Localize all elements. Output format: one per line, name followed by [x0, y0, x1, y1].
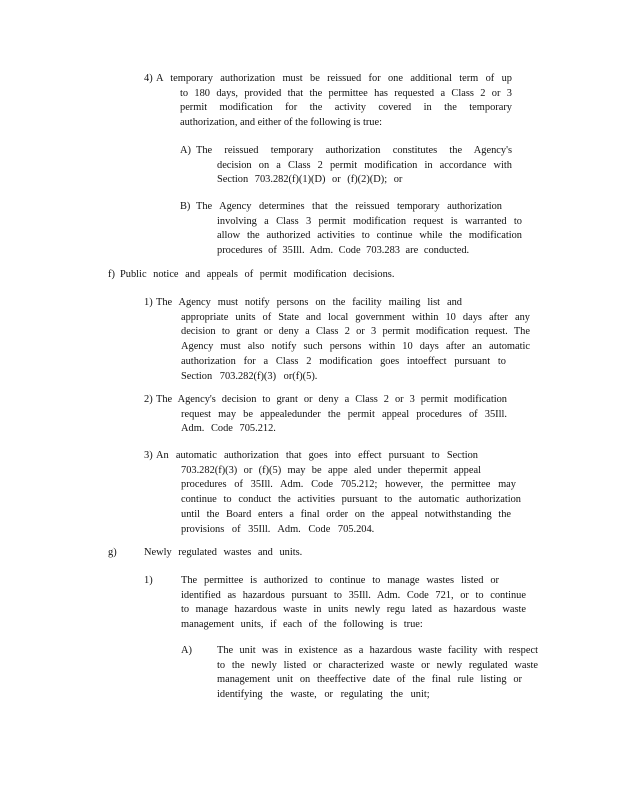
item-f3-label: 3) [144, 450, 153, 461]
text-line: permit modification for the activity covered in the temporary [180, 102, 512, 114]
text-line: provisions of 35Ill. Adm. Code 705.204. [181, 523, 375, 535]
text-line: Adm. Code 705.212. [181, 423, 276, 435]
text-line: The Agency must notify persons on the facility mailing list and [156, 297, 462, 308]
item-f2-first-line [156, 393, 507, 408]
text-line: Section 703.282(f)(3) or(f)(5). [181, 370, 318, 382]
text-line: The permittee is authorized to continue to manage wastes listed or [181, 575, 499, 586]
text-line: The unit was in existence as a hazardous waste facility with respect [217, 645, 538, 656]
text-line: authorization for a Class 2 modification goes intoeffect pursuant to [181, 355, 506, 367]
text-line: The Agency's decision to grant or deny a Class 2 or 3 permit modification [156, 394, 507, 405]
text-line: procedures of 35Ill. Adm. Code 705.212; however, the permittee may [181, 479, 516, 491]
text-line: appropriate units of State and local government within 10 days after any [181, 311, 530, 323]
section-f-heading: Public notice and appeals of permit modification decisions. [120, 269, 395, 280]
text-line: procedures of 35Ill. Adm. Code 703.283 are conducted. [217, 245, 470, 257]
item-4a-first-line [196, 144, 512, 159]
text-line: management unit on theeffective date of the final rule listing or [217, 674, 522, 686]
text-line: identifying the waste, or regulating the unit; [217, 689, 430, 701]
item-g1a-label: A) [181, 645, 192, 656]
item-f1-text [181, 311, 530, 385]
text-line: to manage hazardous waste in units newly regu lated as hazardous waste [181, 604, 526, 616]
item-g1a-text [217, 644, 538, 703]
item-4-label: 4) [144, 73, 153, 84]
section-g-heading: Newly regulated wastes and units. [144, 547, 303, 558]
section-g-label: g) [108, 547, 117, 558]
text-line: A temporary authorization must be reissued for one additional term of up [156, 73, 512, 84]
item-g1-label: 1) [144, 575, 153, 586]
item-4b-first-line [196, 200, 502, 215]
text-line: involving a Class 3 permit modification request is warranted to [217, 215, 522, 227]
item-f1-first-line [156, 296, 462, 311]
text-line: The reissued temporary authorization constitutes the Agency's [196, 145, 512, 156]
section-f-label: f) [108, 269, 115, 280]
item-g1-text [181, 574, 526, 633]
item-4-first-line [156, 72, 512, 87]
text-line: 703.282(f)(3) or (f)(5) may be appe aled under thepermit appeal [181, 464, 481, 476]
text-line: to 180 days, provided that the permittee has requested a Class 2 or 3 [180, 87, 512, 99]
text-line: continue to conduct the activities pursuant to the automatic authorization [181, 494, 521, 506]
text-line: decision to grant or deny a Class 2 or 3 permit modification request. The [181, 326, 530, 338]
text-line: Section 703.282(f)(1)(D) or (f)(2)(D); or [217, 174, 403, 186]
item-4a-text [217, 159, 512, 188]
item-f2-label: 2) [144, 394, 153, 405]
item-f2-text [181, 408, 507, 437]
item-4-text [180, 87, 512, 131]
text-line: The Agency determines that the reissued temporary authorization [196, 201, 502, 212]
item-f3-first-line [156, 449, 478, 464]
item-4a-label: A) [180, 145, 191, 156]
text-line: authorization, and either of the following is true: [180, 117, 382, 129]
text-line: An automatic authorization that goes into effect pursuant to Section [156, 450, 478, 461]
text-line: allow the authorized activities to continue while the modification [217, 230, 522, 242]
item-4b-text [217, 215, 522, 259]
text-line: until the Board enters a final order on the appeal notwithstanding the [181, 508, 511, 520]
text-line: management units, if each of the following is true: [181, 619, 423, 631]
text-line: identified as hazardous pursuant to 35Ill. Adm. Code 721, or to continue [181, 589, 526, 601]
item-4b-label: B) [180, 201, 191, 212]
text-line: to the newly listed or characterized waste or newly regulated waste [217, 659, 538, 671]
item-f3-text [181, 464, 521, 538]
item-f1-label: 1) [144, 297, 153, 308]
text-line: decision on a Class 2 permit modification in accordance with [217, 159, 512, 171]
text-line: Agency must also notify such persons within 10 days after an automatic [181, 341, 530, 353]
text-line: request may be appealedunder the permit appeal procedures of 35Ill. [181, 408, 507, 420]
